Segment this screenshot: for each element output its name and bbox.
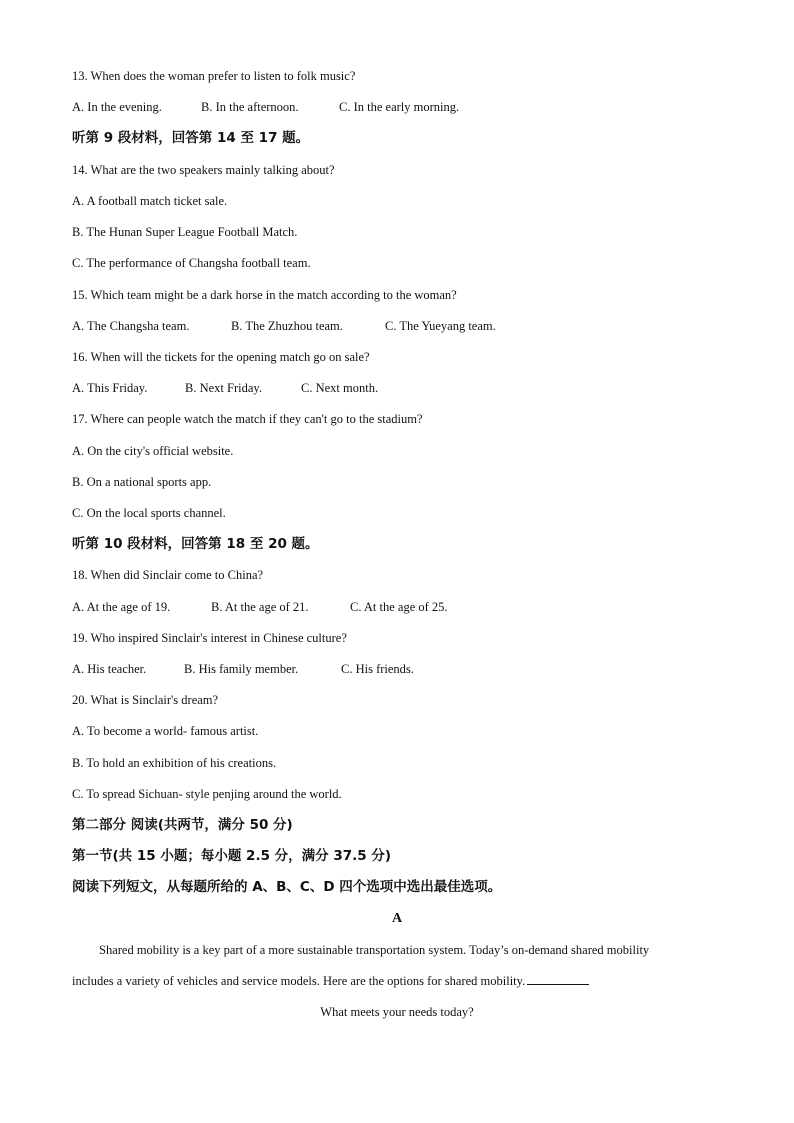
- option-20-c: C. To spread Sichuan- style penjing around the world.: [72, 787, 342, 801]
- option-15-a: A. The Changsha team.: [72, 319, 190, 333]
- option-14-a: A. A football match ticket sale.: [72, 194, 228, 208]
- question-16: 16. When will the tickets for the opening match go on sale?: [72, 350, 370, 364]
- question-18: 18. When did Sinclair come to China?: [72, 568, 264, 582]
- option-18-b: B. At the age of 21.: [211, 600, 309, 614]
- reading-instruction: 阅读下列短文，从每题所给的 A、B、C、D 四个选项中选出最佳选项。: [72, 879, 502, 895]
- question-13-options: [72, 99, 459, 115]
- question-14: 14. What are the two speakers mainly talking about?: [72, 163, 335, 177]
- passage-line-1: Shared mobility is a key part of a more sustainable transportation system. Today’s on-demand shared mobility: [99, 943, 650, 957]
- question-15-options: [72, 318, 496, 334]
- question-16-options: [72, 380, 378, 396]
- option-14-c: C. The performance of Changsha football team.: [72, 256, 311, 270]
- option-17-c: C. On the local sports channel.: [72, 506, 226, 520]
- passage-subtitle: What meets your needs today?: [320, 1005, 474, 1019]
- option-13-b: B. In the afternoon.: [201, 100, 299, 114]
- option-13-a: A. In the evening.: [72, 100, 162, 114]
- option-20-b: B. To hold an exhibition of his creations.: [72, 756, 277, 770]
- option-19-a: A. His teacher.: [72, 662, 147, 676]
- option-18-a: A. At the age of 19.: [72, 600, 171, 614]
- question-20: 20. What is Sinclair's dream?: [72, 693, 219, 707]
- option-16-a: A. This Friday.: [72, 381, 148, 395]
- option-17-b: B. On a national sports app.: [72, 475, 212, 489]
- question-19: 19. Who inspired Sinclair's interest in Chinese culture?: [72, 631, 347, 645]
- question-13: 13. When does the woman prefer to listen to folk music?: [72, 69, 356, 83]
- question-15: 15. Which team might be a dark horse in the match according to the woman?: [72, 288, 457, 302]
- option-19-c: C. His friends.: [341, 662, 414, 676]
- option-17-a: A. On the city's official website.: [72, 444, 234, 458]
- answer-blank: [527, 973, 589, 985]
- part-2-header: 第二部分 阅读(共两节，满分 50 分): [72, 817, 293, 833]
- option-16-b: B. Next Friday.: [185, 381, 262, 395]
- option-14-b: B. The Hunan Super League Football Match.: [72, 225, 298, 239]
- passage-line-2-text: includes a variety of vehicles and service models. Here are the options for shared mobility.: [72, 974, 526, 988]
- option-20-a: A. To become a world- famous artist.: [72, 724, 259, 738]
- passage-line-2: [72, 973, 589, 989]
- section-1-header: 第一节(共 15 小题；每小题 2.5 分，满分 37.5 分): [72, 848, 392, 864]
- option-15-c: C. The Yueyang team.: [385, 319, 496, 333]
- question-18-options: [72, 599, 448, 615]
- passage-title: A: [391, 911, 403, 926]
- question-19-options: [72, 661, 414, 677]
- option-16-c: C. Next month.: [301, 381, 379, 395]
- option-13-c: C. In the early morning.: [339, 100, 460, 114]
- section-header-material-9: 听第 9 段材料，回答第 14 至 17 题。: [72, 130, 310, 146]
- section-header-material-10: 听第 10 段材料，回答第 18 至 20 题。: [72, 536, 319, 552]
- question-17: 17. Where can people watch the match if they can't go to the stadium?: [72, 412, 423, 426]
- option-19-b: B. His family member.: [184, 662, 299, 676]
- option-18-c: C. At the age of 25.: [350, 600, 448, 614]
- option-15-b: B. The Zhuzhou team.: [231, 319, 343, 333]
